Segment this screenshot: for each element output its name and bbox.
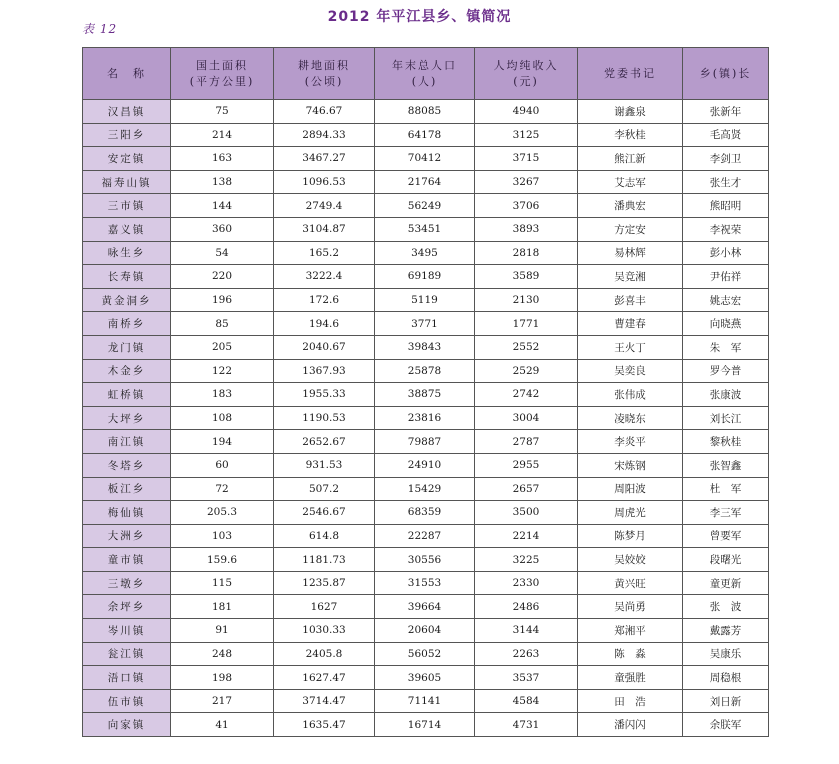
cell-land-area: 196: [171, 288, 274, 312]
cell-income: 3715: [475, 147, 578, 171]
cell-township-head: 朱 军: [683, 335, 769, 359]
cell-township-head: 段曙光: [683, 548, 769, 572]
cell-population: 5119: [375, 288, 475, 312]
cell-income: 4940: [475, 100, 578, 124]
table-row: [83, 477, 769, 501]
cell-farmland-area: 1367.93: [274, 359, 375, 383]
cell-township-head: 熊昭明: [683, 194, 769, 218]
cell-name: 三市镇: [83, 194, 171, 218]
cell-farmland-area: 2405.8: [274, 642, 375, 666]
cell-township-head: 尹佑祥: [683, 265, 769, 289]
cell-party-secretary: 易林辉: [578, 241, 683, 265]
table-row: [83, 288, 769, 312]
cell-township-head: 毛高贤: [683, 123, 769, 147]
cell-party-secretary: 王火丁: [578, 335, 683, 359]
cell-township-head: 李三军: [683, 501, 769, 525]
cell-farmland-area: 1235.87: [274, 571, 375, 595]
cell-population: 56052: [375, 642, 475, 666]
cell-party-secretary: 李秋桂: [578, 123, 683, 147]
cell-party-secretary: 吴尚勇: [578, 595, 683, 619]
cell-population: 71141: [375, 689, 475, 713]
cell-population: 38875: [375, 383, 475, 407]
table-body: [83, 100, 769, 737]
cell-income: 2130: [475, 288, 578, 312]
table-number-label: 表 12: [82, 22, 118, 36]
cell-income: 3004: [475, 406, 578, 430]
cell-party-secretary: 凌晓东: [578, 406, 683, 430]
cell-income: 2552: [475, 335, 578, 359]
cell-income: 2742: [475, 383, 578, 407]
cell-name: 三阳乡: [83, 123, 171, 147]
cell-party-secretary: 吴奕良: [578, 359, 683, 383]
cell-farmland-area: 3714.47: [274, 689, 375, 713]
cell-township-head: 刘长江: [683, 406, 769, 430]
cell-land-area: 75: [171, 100, 274, 124]
cell-income: 4731: [475, 713, 578, 737]
cell-township-head: 彭小林: [683, 241, 769, 265]
cell-income: 2529: [475, 359, 578, 383]
cell-land-area: 217: [171, 689, 274, 713]
cell-land-area: 91: [171, 619, 274, 643]
cell-name: 安定镇: [83, 147, 171, 171]
cell-land-area: 108: [171, 406, 274, 430]
cell-party-secretary: 陈梦月: [578, 524, 683, 548]
table-row: [83, 170, 769, 194]
cell-income: 4584: [475, 689, 578, 713]
cell-income: 3500: [475, 501, 578, 525]
cell-farmland-area: 3467.27: [274, 147, 375, 171]
cell-land-area: 248: [171, 642, 274, 666]
header-label: 名 称: [107, 66, 146, 80]
header-township-head: [683, 48, 769, 100]
cell-farmland-area: 507.2: [274, 477, 375, 501]
cell-farmland-area: 1181.73: [274, 548, 375, 572]
cell-farmland-area: 1030.33: [274, 619, 375, 643]
cell-name: 冬塔乡: [83, 453, 171, 477]
cell-farmland-area: 1190.53: [274, 406, 375, 430]
cell-party-secretary: 周虎光: [578, 501, 683, 525]
cell-population: 39664: [375, 595, 475, 619]
cell-farmland-area: 2652.67: [274, 430, 375, 454]
cell-population: 31553: [375, 571, 475, 595]
table-row: [83, 430, 769, 454]
table-row: [83, 265, 769, 289]
cell-land-area: 115: [171, 571, 274, 595]
cell-name: 三墩乡: [83, 571, 171, 595]
cell-name: 梅仙镇: [83, 501, 171, 525]
cell-name: 长寿镇: [83, 265, 171, 289]
cell-township-head: 张康波: [683, 383, 769, 407]
cell-farmland-area: 194.6: [274, 312, 375, 336]
cell-population: 70412: [375, 147, 475, 171]
cell-farmland-area: 614.8: [274, 524, 375, 548]
header-income: [475, 48, 578, 100]
cell-name: 向家镇: [83, 713, 171, 737]
cell-township-head: 张 波: [683, 595, 769, 619]
cell-income: 1771: [475, 312, 578, 336]
cell-party-secretary: 周阳波: [578, 477, 683, 501]
cell-township-head: 张新年: [683, 100, 769, 124]
cell-farmland-area: 165.2: [274, 241, 375, 265]
cell-name: 瓮江镇: [83, 642, 171, 666]
header-label: 乡(镇)长: [699, 66, 752, 80]
cell-income: 3537: [475, 666, 578, 690]
header-row: [83, 48, 769, 100]
cell-township-head: 张智鑫: [683, 453, 769, 477]
cell-name: 汉昌镇: [83, 100, 171, 124]
cell-population: 30556: [375, 548, 475, 572]
table-row: [83, 642, 769, 666]
cell-party-secretary: 艾志军: [578, 170, 683, 194]
cell-name: 龙门镇: [83, 335, 171, 359]
table-row: [83, 100, 769, 124]
cell-name: 伍市镇: [83, 689, 171, 713]
table-row: [83, 312, 769, 336]
cell-land-area: 85: [171, 312, 274, 336]
cell-population: 25878: [375, 359, 475, 383]
township-summary-table: [82, 47, 769, 737]
cell-income: 3706: [475, 194, 578, 218]
cell-party-secretary: 潘闪闪: [578, 713, 683, 737]
cell-township-head: 李剑卫: [683, 147, 769, 171]
cell-party-secretary: 郑湘平: [578, 619, 683, 643]
header-name: [83, 48, 171, 100]
cell-population: 24910: [375, 453, 475, 477]
cell-party-secretary: 黄兴旺: [578, 571, 683, 595]
cell-farmland-area: 1627.47: [274, 666, 375, 690]
cell-township-head: 刘日新: [683, 689, 769, 713]
cell-name: 余坪乡: [83, 595, 171, 619]
header-label: 国土面积: [196, 58, 248, 72]
table-row: [83, 217, 769, 241]
cell-party-secretary: 熊江新: [578, 147, 683, 171]
cell-income: 2263: [475, 642, 578, 666]
table-row: [83, 595, 769, 619]
cell-land-area: 194: [171, 430, 274, 454]
table-header: [83, 48, 769, 100]
cell-income: 3893: [475, 217, 578, 241]
header-unit: (人): [411, 74, 438, 88]
cell-name: 浯口镇: [83, 666, 171, 690]
cell-farmland-area: 2040.67: [274, 335, 375, 359]
cell-land-area: 138: [171, 170, 274, 194]
cell-population: 56249: [375, 194, 475, 218]
cell-township-head: 黎秋桂: [683, 430, 769, 454]
cell-population: 23816: [375, 406, 475, 430]
cell-land-area: 205: [171, 335, 274, 359]
cell-party-secretary: 陈 淼: [578, 642, 683, 666]
table-row: [83, 713, 769, 737]
cell-township-head: 向晓燕: [683, 312, 769, 336]
cell-party-secretary: 张伟成: [578, 383, 683, 407]
cell-name: 大坪乡: [83, 406, 171, 430]
cell-income: 3144: [475, 619, 578, 643]
cell-name: 南桥乡: [83, 312, 171, 336]
cell-income: 3589: [475, 265, 578, 289]
cell-township-head: 周稳根: [683, 666, 769, 690]
cell-farmland-area: 172.6: [274, 288, 375, 312]
cell-township-head: 童更新: [683, 571, 769, 595]
table-row: [83, 194, 769, 218]
cell-party-secretary: 曹建春: [578, 312, 683, 336]
cell-farmland-area: 931.53: [274, 453, 375, 477]
cell-township-head: 李祝荣: [683, 217, 769, 241]
header-farmland-area: [274, 48, 375, 100]
cell-farmland-area: 1635.47: [274, 713, 375, 737]
cell-population: 3771: [375, 312, 475, 336]
cell-name: 咏生乡: [83, 241, 171, 265]
cell-population: 16714: [375, 713, 475, 737]
cell-township-head: 余朕军: [683, 713, 769, 737]
cell-land-area: 181: [171, 595, 274, 619]
cell-land-area: 214: [171, 123, 274, 147]
table-row: [83, 571, 769, 595]
cell-income: 3267: [475, 170, 578, 194]
cell-township-head: 曾要军: [683, 524, 769, 548]
table-row: [83, 406, 769, 430]
cell-land-area: 163: [171, 147, 274, 171]
table-row: [83, 147, 769, 171]
header-label: 耕地面积: [298, 58, 350, 72]
header-label: 人均纯收入: [493, 58, 559, 72]
cell-party-secretary: 谢鑫泉: [578, 100, 683, 124]
table-row: [83, 501, 769, 525]
cell-farmland-area: 746.67: [274, 100, 375, 124]
cell-farmland-area: 2546.67: [274, 501, 375, 525]
cell-income: 2787: [475, 430, 578, 454]
cell-name: 虹桥镇: [83, 383, 171, 407]
cell-name: 黄金洞乡: [83, 288, 171, 312]
cell-party-secretary: 吴姣姣: [578, 548, 683, 572]
cell-income: 2955: [475, 453, 578, 477]
cell-population: 3495: [375, 241, 475, 265]
cell-township-head: 戴露芳: [683, 619, 769, 643]
cell-population: 69189: [375, 265, 475, 289]
cell-party-secretary: 吴竞湘: [578, 265, 683, 289]
cell-party-secretary: 田 浩: [578, 689, 683, 713]
header-unit: (公顷): [304, 74, 344, 88]
cell-township-head: 吴康乐: [683, 642, 769, 666]
cell-income: 2330: [475, 571, 578, 595]
cell-income: 3225: [475, 548, 578, 572]
cell-land-area: 54: [171, 241, 274, 265]
header-label: 年末总人口: [392, 58, 457, 72]
cell-land-area: 103: [171, 524, 274, 548]
cell-name: 岑川镇: [83, 619, 171, 643]
cell-name: 嘉义镇: [83, 217, 171, 241]
table-row: [83, 383, 769, 407]
cell-farmland-area: 1096.53: [274, 170, 375, 194]
cell-party-secretary: 李炎平: [578, 430, 683, 454]
cell-income: 2657: [475, 477, 578, 501]
cell-land-area: 60: [171, 453, 274, 477]
cell-township-head: 罗今普: [683, 359, 769, 383]
cell-name: 木金乡: [83, 359, 171, 383]
cell-name: 童市镇: [83, 548, 171, 572]
cell-land-area: 144: [171, 194, 274, 218]
table-row: [83, 666, 769, 690]
cell-name: 板江乡: [83, 477, 171, 501]
table-row: [83, 689, 769, 713]
header-population: [375, 48, 475, 100]
header-label: 党委书记: [604, 66, 656, 80]
cell-party-secretary: 潘典宏: [578, 194, 683, 218]
cell-township-head: 杜 军: [683, 477, 769, 501]
cell-farmland-area: 3222.4: [274, 265, 375, 289]
table-row: [83, 619, 769, 643]
cell-population: 21764: [375, 170, 475, 194]
cell-party-secretary: 方定安: [578, 217, 683, 241]
cell-population: 15429: [375, 477, 475, 501]
cell-farmland-area: 2894.33: [274, 123, 375, 147]
cell-land-area: 183: [171, 383, 274, 407]
table-row: [83, 123, 769, 147]
cell-population: 64178: [375, 123, 475, 147]
cell-party-secretary: 宋炼钢: [578, 453, 683, 477]
header-land-area: [171, 48, 274, 100]
cell-farmland-area: 1627: [274, 595, 375, 619]
header-party-secretary: [578, 48, 683, 100]
cell-party-secretary: 童强胜: [578, 666, 683, 690]
table-row: [83, 335, 769, 359]
cell-population: 68359: [375, 501, 475, 525]
cell-land-area: 205.3: [171, 501, 274, 525]
cell-income: 3125: [475, 123, 578, 147]
cell-population: 39605: [375, 666, 475, 690]
cell-farmland-area: 2749.4: [274, 194, 375, 218]
cell-income: 2486: [475, 595, 578, 619]
cell-land-area: 220: [171, 265, 274, 289]
cell-land-area: 122: [171, 359, 274, 383]
cell-township-head: 姚志宏: [683, 288, 769, 312]
cell-population: 20604: [375, 619, 475, 643]
table-row: [83, 241, 769, 265]
cell-name: 福寿山镇: [83, 170, 171, 194]
table-row: [83, 359, 769, 383]
cell-farmland-area: 1955.33: [274, 383, 375, 407]
table-row: [83, 548, 769, 572]
table-row: [83, 524, 769, 548]
cell-income: 2214: [475, 524, 578, 548]
table-row: [83, 453, 769, 477]
cell-land-area: 41: [171, 713, 274, 737]
cell-land-area: 360: [171, 217, 274, 241]
cell-population: 53451: [375, 217, 475, 241]
header-unit: (元): [513, 74, 539, 88]
header-unit: (平方公里): [189, 74, 255, 88]
cell-income: 2818: [475, 241, 578, 265]
cell-population: 39843: [375, 335, 475, 359]
page-title: 2012 年平江县乡、镇简况: [327, 9, 512, 25]
cell-land-area: 159.6: [171, 548, 274, 572]
cell-township-head: 张生才: [683, 170, 769, 194]
cell-population: 79887: [375, 430, 475, 454]
cell-land-area: 72: [171, 477, 274, 501]
cell-land-area: 198: [171, 666, 274, 690]
cell-farmland-area: 3104.87: [274, 217, 375, 241]
cell-party-secretary: 彭喜丰: [578, 288, 683, 312]
cell-name: 南江镇: [83, 430, 171, 454]
cell-population: 88085: [375, 100, 475, 124]
cell-population: 22287: [375, 524, 475, 548]
cell-name: 大洲乡: [83, 524, 171, 548]
